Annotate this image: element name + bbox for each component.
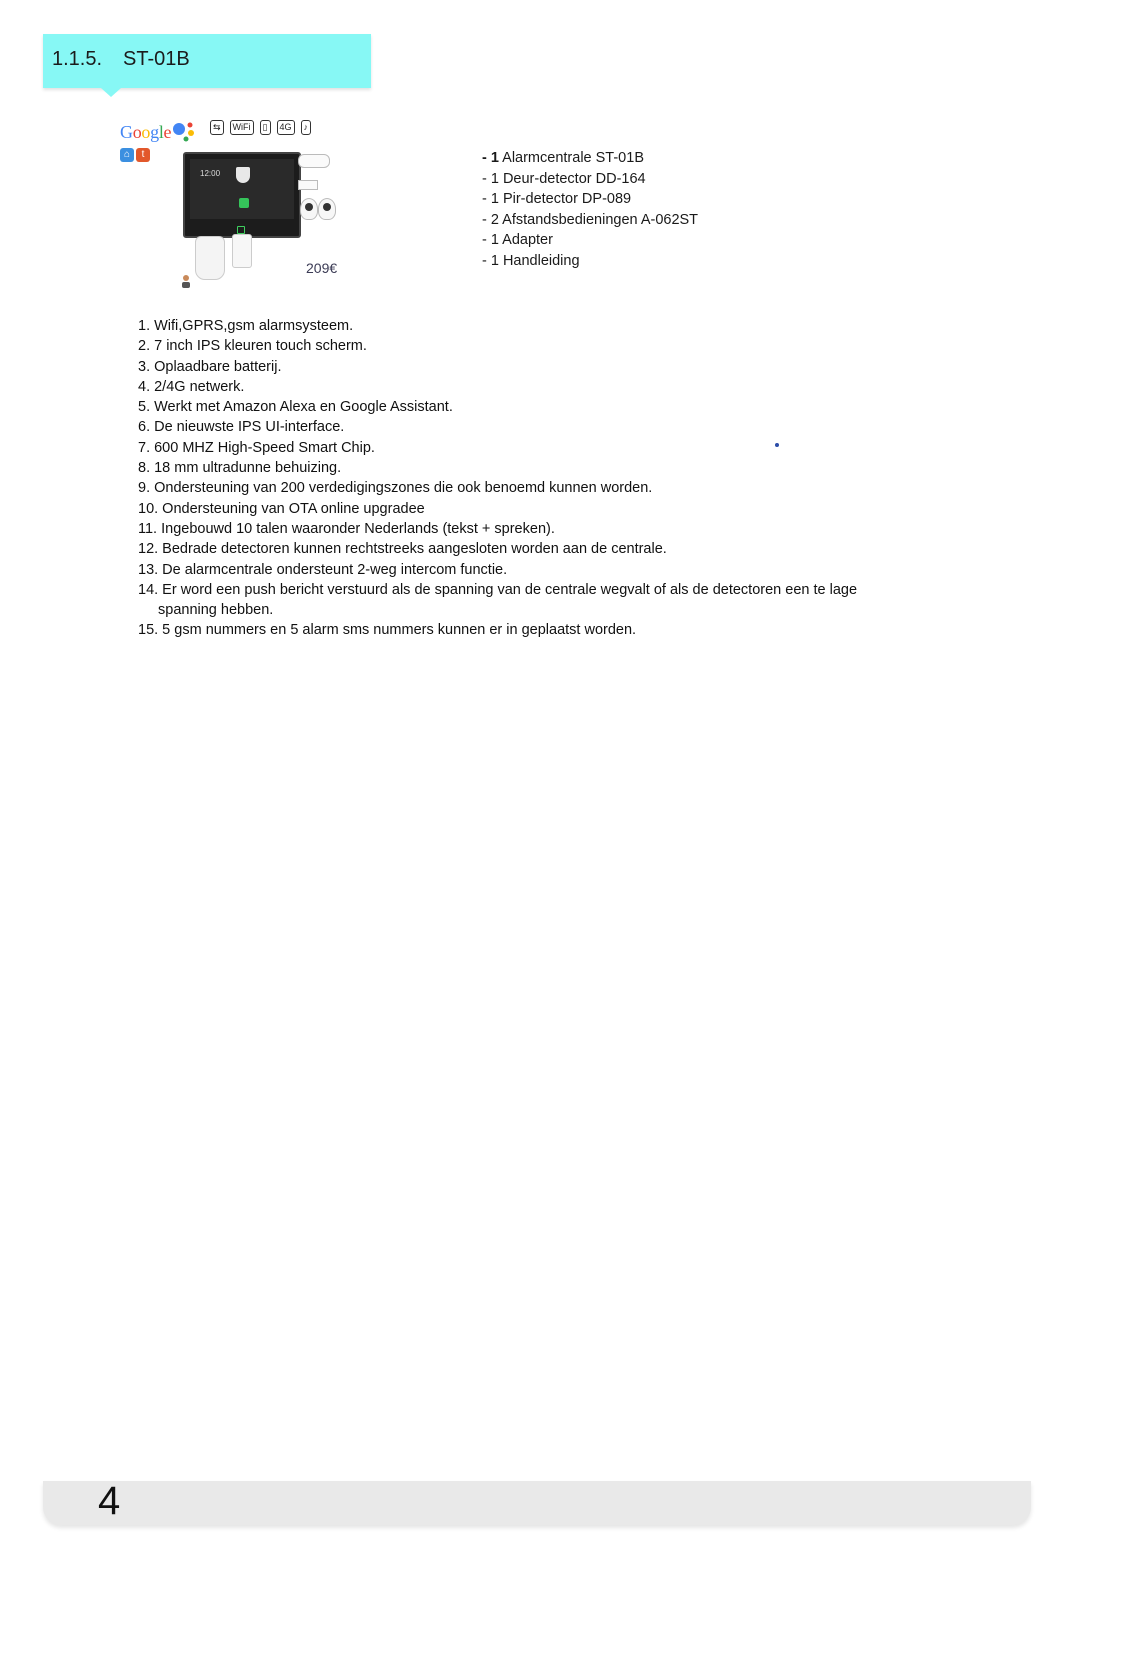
item-count: - 1	[482, 252, 499, 269]
feature-item: 4. 2/4G netwerk.	[138, 378, 245, 395]
feature-line: 14. Er word een push bericht verstuurd als de spanning van de centrale wegvalt of als de detectoren een te lage	[138, 581, 858, 598]
door-detector-icon	[232, 234, 252, 268]
item-count: - 1	[482, 150, 499, 166]
person-icon	[180, 274, 192, 288]
feature-item: 1. Wifi,GPRS,gsm alarmsysteem.	[138, 318, 354, 334]
list-item	[482, 169, 698, 190]
wifi-icon: WiFi	[230, 120, 254, 135]
tuya-icon: t	[136, 148, 150, 162]
list-item	[482, 210, 698, 231]
cable-icon	[298, 180, 318, 190]
smart-life-icon: ⌂	[120, 148, 134, 162]
item-text: Deur-detector DD-164	[498, 170, 646, 187]
google-assistant-icon	[172, 120, 198, 144]
feature-list	[138, 316, 918, 641]
product-image	[110, 116, 360, 306]
item-text: Alarmcentrale ST-01B	[498, 150, 644, 166]
disarm-icon	[239, 198, 249, 208]
4g-icon: 4G	[277, 120, 295, 135]
panel-time: 12:00	[200, 169, 221, 178]
section-heading	[43, 34, 371, 88]
item-text: Afstandsbedieningen A-062ST	[498, 211, 699, 228]
home-button-icon	[237, 226, 245, 234]
alarm-panel	[183, 152, 301, 238]
price: 209€	[306, 260, 338, 276]
feature-item: 12. Bedrade detectoren kunnen rechtstreeks aangesloten worden aan de centrale.	[138, 541, 667, 558]
item-text: Handleiding	[498, 252, 580, 269]
app-icons	[120, 148, 150, 162]
phone-icon: ▯	[260, 120, 271, 135]
decorative-dot	[775, 443, 779, 447]
feature-line-continued: spanning hebben.	[158, 602, 274, 619]
list-item	[482, 251, 698, 272]
feature-item: 5. Werkt met Amazon Alexa en Google Assistant.	[138, 399, 453, 416]
remote-icon	[300, 198, 318, 220]
feature-item: 6. De nieuwste IPS UI-interface.	[138, 419, 345, 436]
heading-pointer	[101, 88, 121, 97]
feature-item: 11. Ingebouwd 10 talen waaronder Nederlands (tekst + spreken).	[138, 520, 555, 537]
feature-item: 8. 18 mm ultradunne behuizing.	[138, 460, 342, 477]
item-count: - 1	[482, 232, 499, 248]
list-item	[482, 189, 698, 210]
voice-icon: ♪	[301, 120, 312, 135]
feature-item: 3. Oplaadbare batterij.	[138, 358, 282, 375]
adapter-icon	[298, 154, 330, 168]
list-item	[482, 148, 698, 169]
item-count: - 1	[482, 170, 499, 187]
feature-item: 2. 7 inch IPS kleuren touch scherm.	[138, 338, 367, 355]
item-count: - 2	[482, 211, 499, 228]
feature-icons	[210, 120, 311, 135]
section-title: ST-01B	[123, 48, 190, 70]
feature-item: 7. 600 MHZ High-Speed Smart Chip.	[138, 439, 375, 456]
box-contents-list	[482, 148, 698, 271]
feature-item: 10. Ondersteuning van OTA online upgradee	[138, 500, 425, 517]
feature-item: 9. Ondersteuning van 200 verdedigingszones die ook benoemd kunnen worden.	[138, 480, 653, 497]
list-item	[482, 230, 698, 251]
shield-icon	[236, 167, 250, 183]
panel-screen	[190, 159, 294, 219]
section-number: 1.1.5.	[52, 48, 103, 70]
pir-detector-icon	[195, 236, 225, 280]
feature-item	[138, 580, 918, 621]
remote-icon	[318, 198, 336, 220]
item-text: Pir-detector DP-089	[498, 191, 632, 207]
feature-item: 15. 5 gsm nummers en 5 alarm sms nummers kunnen er in geplaatst worden.	[138, 622, 637, 639]
page-number: 4	[98, 1479, 121, 1523]
google-logo: Google	[120, 122, 172, 142]
item-text: Adapter	[498, 232, 553, 248]
page-footer	[43, 1481, 1031, 1525]
feature-item: 13. De alarmcentrale ondersteunt 2-weg intercom functie.	[138, 561, 508, 578]
sync-icon: ⇆	[210, 120, 224, 135]
item-count: - 1	[482, 191, 499, 207]
